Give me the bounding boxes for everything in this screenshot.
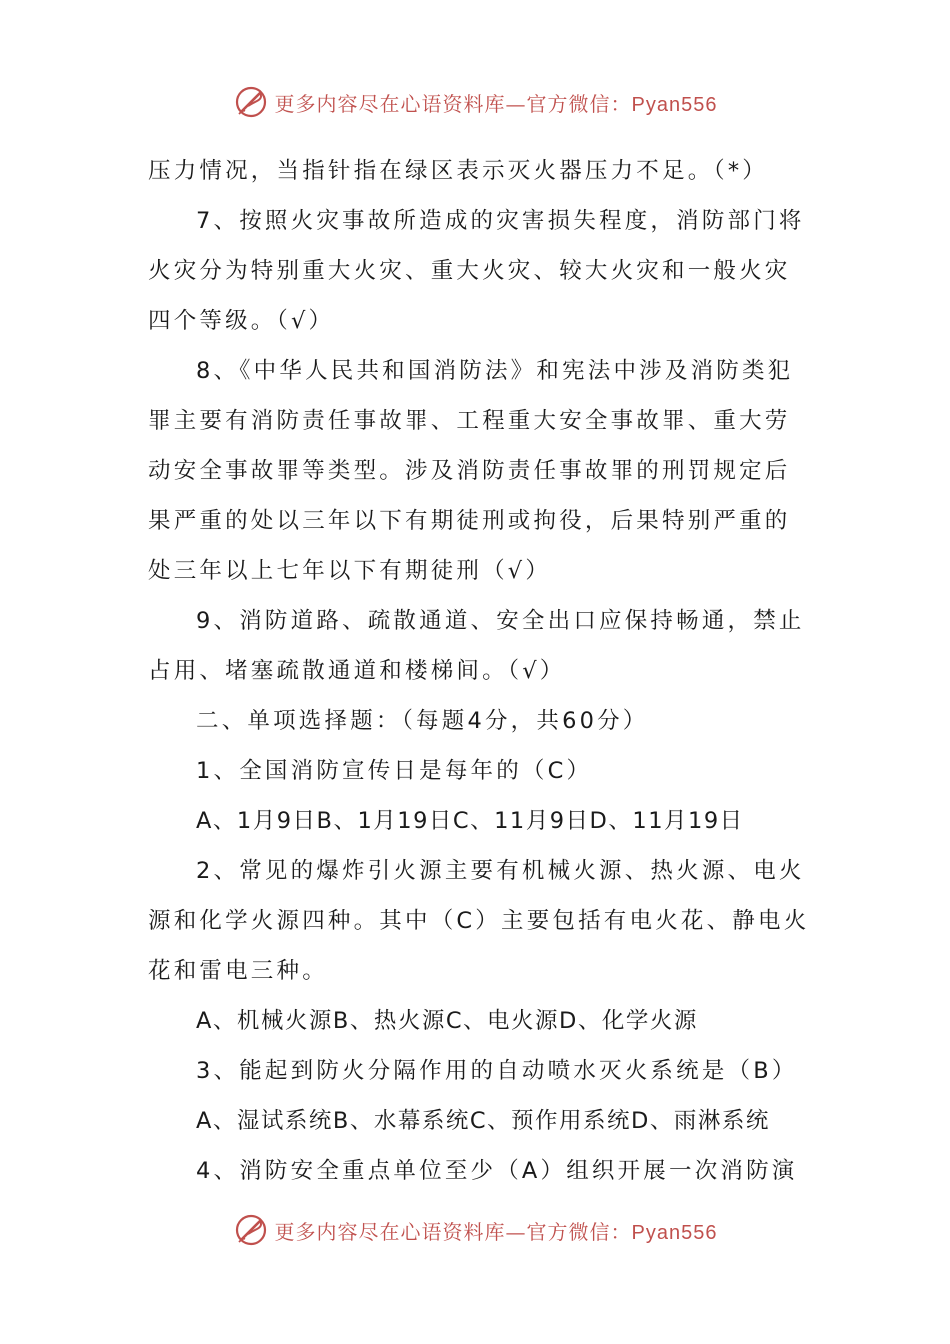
text-line: 处三年以上七年以下有期徒刑（√） [148, 558, 552, 584]
text-line: 动安全事故罪等类型。涉及消防责任事故罪的刑罚规定后 [148, 458, 791, 484]
question-3-line: 3、能起到防火分隔作用的自动喷水灭火系统是（B） [196, 1058, 798, 1084]
text-line: 火灾分为特别重大火灾、重大火灾、较大火灾和一般火灾 [148, 258, 791, 284]
banner-wechat-id: Pyan556 [631, 93, 718, 116]
section-heading: 二、单项选择题：（每题4分，共60分） [196, 708, 649, 734]
question-1-options: A、1月9日B、1月19日C、11月9日D、11月19日 [196, 808, 744, 834]
question-2-line: 2、常见的爆炸引火源主要有机械火源、热火源、电火 [196, 858, 805, 884]
banner-site-text: 更多内容尽在心语资料库—官方微信： [274, 1219, 632, 1244]
text-line: 四个等级。（√） [148, 308, 335, 334]
text-line: 罪主要有消防责任事故罪、工程重大安全事故罪、重大劳 [148, 408, 791, 434]
text-line: 源和化学火源四种。其中（C）主要包括有电火花、静电火 [148, 908, 810, 934]
question-9-line: 9、消防道路、疏散通道、安全出口应保持畅通，禁止 [196, 608, 805, 634]
document-body [148, 146, 808, 1196]
header-banner [0, 82, 950, 122]
question-1-line: 1、全国消防宣传日是每年的（C） [196, 758, 593, 784]
banner-text [275, 1216, 718, 1245]
banner-text [275, 88, 718, 117]
question-2-options: A、机械火源B、热火源C、电火源D、化学火源 [196, 1008, 698, 1034]
footer-banner [0, 1210, 950, 1250]
question-7-line: 7、按照火灾事故所造成的灾害损失程度，消防部门将 [196, 208, 805, 234]
banner-site-text: 更多内容尽在心语资料库—官方微信： [274, 91, 632, 116]
text-line: 占用、堵塞疏散通道和楼梯间。（√） [148, 658, 566, 684]
text-line: 花和雷电三种。 [148, 958, 328, 984]
text-line: 压力情况，当指针指在绿区表示灭火器压力不足。（*） [148, 158, 769, 184]
quill-pen-logo-icon [233, 1212, 269, 1248]
question-8-line: 8、《中华人民共和国消防法》和宪法中涉及消防类犯 [196, 358, 794, 384]
banner-wechat-id: Pyan556 [631, 1221, 718, 1244]
quill-pen-logo-icon [233, 84, 269, 120]
text-line: 果严重的处以三年以下有期徒刑或拘役，后果特别严重的 [148, 508, 791, 534]
question-4-line: 4、消防安全重点单位至少（A）组织开展一次消防演 [196, 1158, 798, 1184]
question-3-options: A、湿试系统B、水幕系统C、预作用系统D、雨淋系统 [196, 1108, 770, 1134]
